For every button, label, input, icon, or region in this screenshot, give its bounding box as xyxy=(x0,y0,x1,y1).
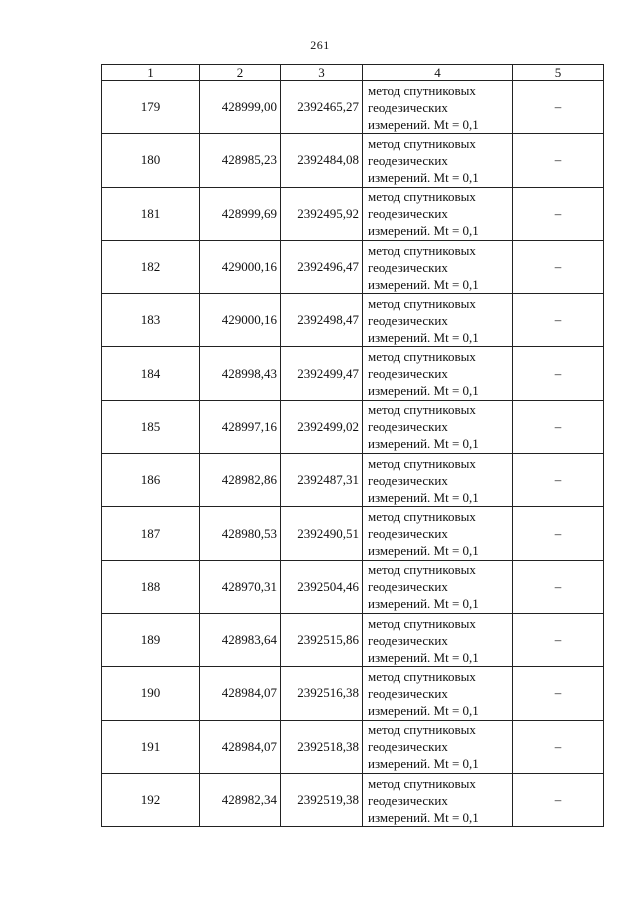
column-header-1: 1 xyxy=(102,65,200,81)
point-number-cell: 191 xyxy=(102,720,200,773)
y-coordinate-cell: 2392496,47 xyxy=(281,240,363,293)
method-description-cell: метод спутниковых геодезических измерений. Mt = 0,1 xyxy=(363,720,513,773)
method-description-cell: метод спутниковых геодезических измерений. Mt = 0,1 xyxy=(363,294,513,347)
note-cell: – xyxy=(513,720,604,773)
x-coordinate-cell: 428982,34 xyxy=(200,773,281,826)
column-header-4: 4 xyxy=(363,65,513,81)
note-cell: – xyxy=(513,134,604,187)
point-number-cell: 185 xyxy=(102,400,200,453)
page-number: 261 xyxy=(310,38,330,52)
note-cell: – xyxy=(513,294,604,347)
y-coordinate-cell: 2392490,51 xyxy=(281,507,363,560)
y-coordinate-cell: 2392519,38 xyxy=(281,773,363,826)
coordinates-table xyxy=(101,64,604,827)
note-cell: – xyxy=(513,187,604,240)
y-coordinate-cell: 2392518,38 xyxy=(281,720,363,773)
method-description-cell: метод спутниковых геодезических измерений. Mt = 0,1 xyxy=(363,773,513,826)
header-row xyxy=(102,65,604,81)
note-cell: – xyxy=(513,613,604,666)
method-description-cell: метод спутниковых геодезических измерений. Mt = 0,1 xyxy=(363,560,513,613)
x-coordinate-cell: 428982,86 xyxy=(200,454,281,507)
column-header-5: 5 xyxy=(513,65,604,81)
table-row xyxy=(102,773,604,826)
point-number-cell: 181 xyxy=(102,187,200,240)
y-coordinate-cell: 2392465,27 xyxy=(281,81,363,134)
point-number-cell: 183 xyxy=(102,294,200,347)
method-description-cell: метод спутниковых геодезических измерений. Mt = 0,1 xyxy=(363,81,513,134)
y-coordinate-cell: 2392487,31 xyxy=(281,454,363,507)
table-row xyxy=(102,240,604,293)
y-coordinate-cell: 2392498,47 xyxy=(281,294,363,347)
point-number-cell: 184 xyxy=(102,347,200,400)
note-cell: – xyxy=(513,347,604,400)
table-row xyxy=(102,134,604,187)
method-description-cell: метод спутниковых геодезических измерений. Mt = 0,1 xyxy=(363,347,513,400)
note-cell: – xyxy=(513,400,604,453)
y-coordinate-cell: 2392515,86 xyxy=(281,613,363,666)
y-coordinate-cell: 2392495,92 xyxy=(281,187,363,240)
table-row xyxy=(102,507,604,560)
point-number-cell: 180 xyxy=(102,134,200,187)
x-coordinate-cell: 428999,69 xyxy=(200,187,281,240)
x-coordinate-cell: 428998,43 xyxy=(200,347,281,400)
table-row xyxy=(102,400,604,453)
x-coordinate-cell: 428983,64 xyxy=(200,613,281,666)
note-cell: – xyxy=(513,240,604,293)
table-row xyxy=(102,454,604,507)
note-cell: – xyxy=(513,454,604,507)
method-description-cell: метод спутниковых геодезических измерений. Mt = 0,1 xyxy=(363,187,513,240)
point-number-cell: 186 xyxy=(102,454,200,507)
note-cell: – xyxy=(513,667,604,720)
y-coordinate-cell: 2392499,02 xyxy=(281,400,363,453)
note-cell: – xyxy=(513,773,604,826)
table-body xyxy=(102,81,604,827)
table-header xyxy=(102,65,604,81)
point-number-cell: 189 xyxy=(102,613,200,666)
point-number-cell: 188 xyxy=(102,560,200,613)
column-header-3: 3 xyxy=(281,65,363,81)
point-number-cell: 187 xyxy=(102,507,200,560)
table-row xyxy=(102,720,604,773)
point-number-cell: 192 xyxy=(102,773,200,826)
point-number-cell: 179 xyxy=(102,81,200,134)
table-row xyxy=(102,294,604,347)
table-row xyxy=(102,347,604,400)
x-coordinate-cell: 428980,53 xyxy=(200,507,281,560)
x-coordinate-cell: 428985,23 xyxy=(200,134,281,187)
method-description-cell: метод спутниковых геодезических измерений. Mt = 0,1 xyxy=(363,134,513,187)
note-cell: – xyxy=(513,507,604,560)
method-description-cell: метод спутниковых геодезических измерений. Mt = 0,1 xyxy=(363,454,513,507)
y-coordinate-cell: 2392499,47 xyxy=(281,347,363,400)
method-description-cell: метод спутниковых геодезических измерений. Mt = 0,1 xyxy=(363,507,513,560)
x-coordinate-cell: 428997,16 xyxy=(200,400,281,453)
note-cell: – xyxy=(513,81,604,134)
x-coordinate-cell: 428984,07 xyxy=(200,720,281,773)
table-row xyxy=(102,667,604,720)
y-coordinate-cell: 2392504,46 xyxy=(281,560,363,613)
column-header-2: 2 xyxy=(200,65,281,81)
point-number-cell: 182 xyxy=(102,240,200,293)
x-coordinate-cell: 428984,07 xyxy=(200,667,281,720)
method-description-cell: метод спутниковых геодезических измерений. Mt = 0,1 xyxy=(363,613,513,666)
table-row xyxy=(102,560,604,613)
x-coordinate-cell: 429000,16 xyxy=(200,240,281,293)
x-coordinate-cell: 428999,00 xyxy=(200,81,281,134)
table-row xyxy=(102,81,604,134)
note-cell: – xyxy=(513,560,604,613)
x-coordinate-cell: 428970,31 xyxy=(200,560,281,613)
x-coordinate-cell: 429000,16 xyxy=(200,294,281,347)
table-row xyxy=(102,187,604,240)
y-coordinate-cell: 2392484,08 xyxy=(281,134,363,187)
point-number-cell: 190 xyxy=(102,667,200,720)
y-coordinate-cell: 2392516,38 xyxy=(281,667,363,720)
method-description-cell: метод спутниковых геодезических измерений. Mt = 0,1 xyxy=(363,240,513,293)
method-description-cell: метод спутниковых геодезических измерений. Mt = 0,1 xyxy=(363,400,513,453)
method-description-cell: метод спутниковых геодезических измерений. Mt = 0,1 xyxy=(363,667,513,720)
table-row xyxy=(102,613,604,666)
